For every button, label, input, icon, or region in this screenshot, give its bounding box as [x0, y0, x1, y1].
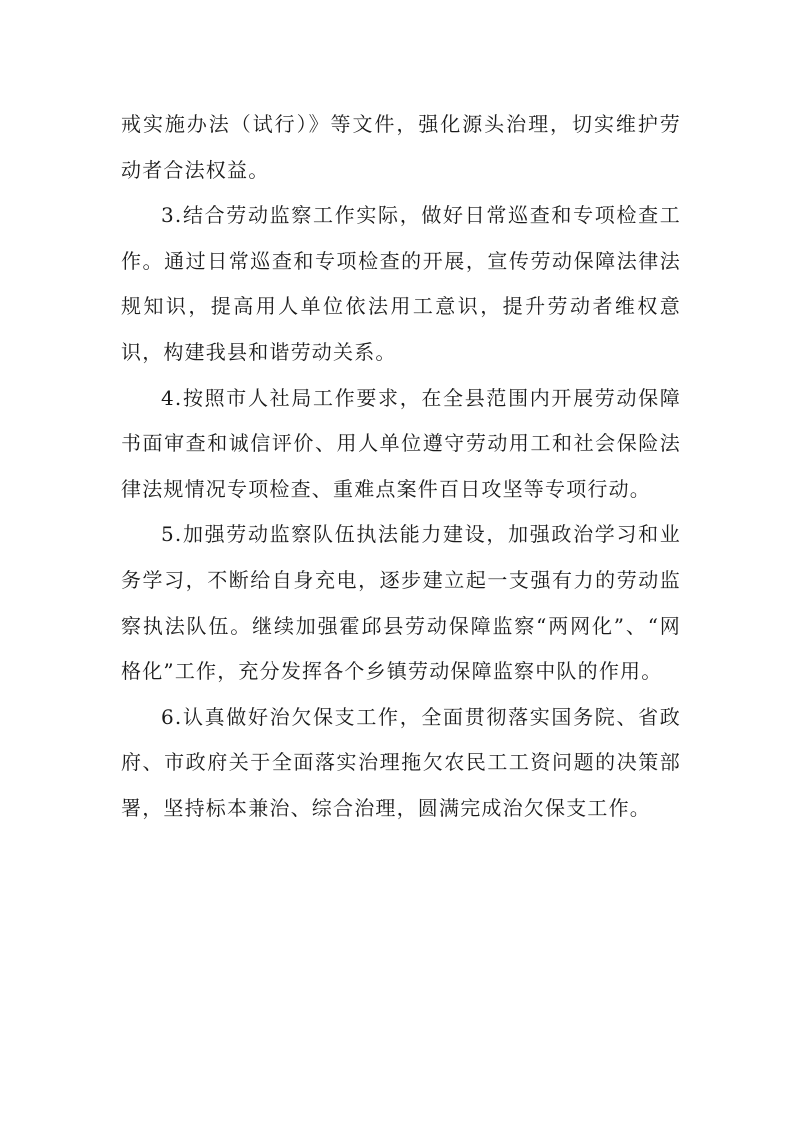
paragraph-item-4: 4.按照市人社局工作要求，在全县范围内开展劳动保障书面审查和诚信评价、用人单位遵守劳动用工和社会保险法律法规情况专项检查、重难点案件百日攻坚等专项行动。 [121, 385, 681, 501]
document-body [121, 102, 681, 832]
paragraph-item-6: 6.认真做好治欠保支工作，全面贯彻落实国务院、省政府、市政府关于全面落实治理拖欠农民工工资问题的决策部署，坚持标本兼治、综合治理，圆满完成治欠保支工作。 [121, 704, 681, 820]
paragraph-item-5: 5.加强劳动监察队伍执法能力建设，加强政治学习和业务学习，不断给自身充电，逐步建立起一支强有力的劳动监察执法队伍。继续加强霍邱县劳动保障监察“两网化”、“网格化”工作，充分发挥各个乡镇劳动保障监察中队的作用。 [121, 522, 681, 684]
paragraph-item-3: 3.结合劳动监察工作实际，做好日常巡查和专项检查工作。通过日常巡查和专项检查的开展，宣传劳动保障法律法规知识，提高用人单位依法用工意识，提升劳动者维权意识，构建我县和谐劳动关系。 [121, 203, 681, 364]
paragraph-continuation: 戒实施办法（试行）》等文件，强化源头治理，切实维护劳动者合法权益。 [121, 112, 681, 182]
